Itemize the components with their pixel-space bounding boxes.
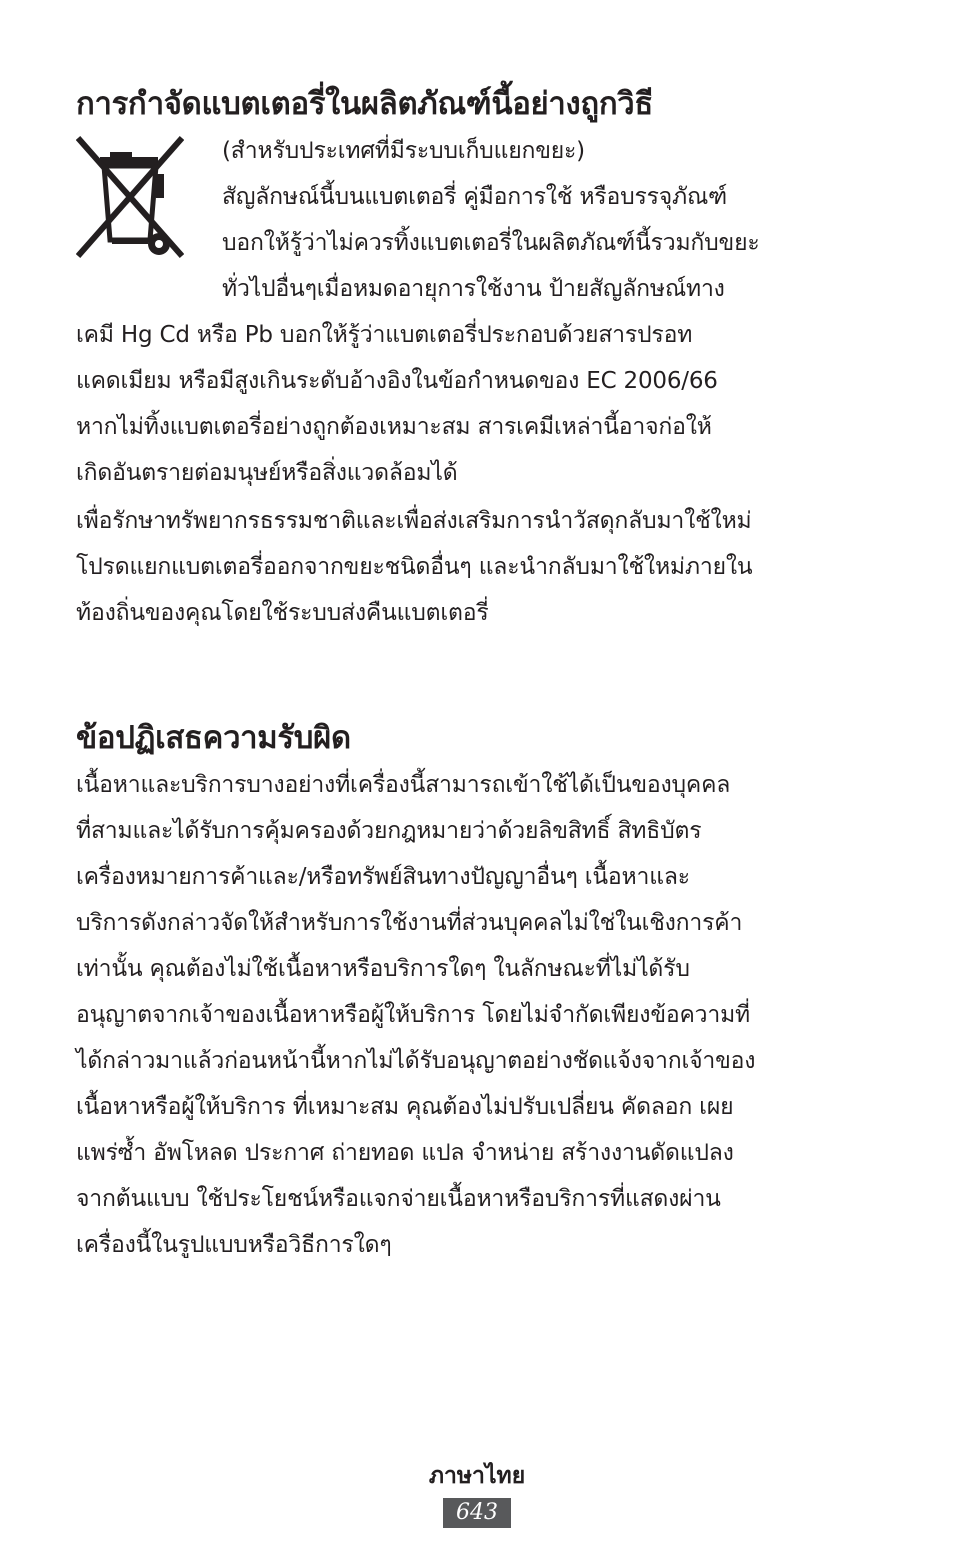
text-line: ได้กล่าวมาแล้วก่อนหน้านี้หากไม่ได้รับอนุญาตอย่างชัดแจ้งจากเจ้าของ [76,1048,756,1074]
text-line: เนื้อหาหรือผู้ให้บริการ ที่เหมาะสม คุณต้องไม่ปรับเปลี่ยน คัดลอก เผย [76,1094,734,1120]
text-line: เครื่องหมายการค้าและ/หรือทรัพย์สินทางปัญญาอื่นๆ เนื้อหาและ [76,864,690,890]
text-line: เครื่องนี้ในรูปแบบหรือวิธีการใดๆ [76,1232,392,1258]
text-line: โปรดแยกแบตเตอรี่ออกจากขยะชนิดอื่นๆ และนำกลับมาใช้ใหม่ภายใน [76,554,753,580]
text-line: แพร่ซ้ำ อัพโหลด ประกาศ ถ่ายทอด แปล จำหน่าย สร้างงานดัดแปลง [76,1140,734,1166]
text-line: ทั่วไปอื่นๆเมื่อหมดอายุการใช้งาน ป้ายสัญลักษณ์ทาง [222,276,725,302]
text-line: เพื่อรักษาทรัพยากรธรรมชาติและเพื่อส่งเสริมการนำวัสดุกลับมาใช้ใหม่ [76,508,752,534]
text-line: อนุญาตจากเจ้าของเนื้อหาหรือผู้ให้บริการ โดยไม่จำกัดเพียงข้อความที่ [76,1002,751,1028]
text-line: เคมี Hg Cd หรือ Pb บอกให้รู้ว่าแบตเตอรี่ประกอบด้วยสารปรอท [76,322,693,348]
text-line: สัญลักษณ์นี้บนแบตเตอรี่ คู่มือการใช้ หรือบรรจุภัณฑ์ [222,184,728,210]
text-line: หากไม่ทิ้งแบตเตอรี่อย่างถูกต้องเหมาะสม สารเคมีเหล่านี้อาจก่อให้ [76,414,712,440]
text-line: (สำหรับประเทศที่มีระบบเก็บแยกขยะ) [222,138,585,164]
page-footer [0,1456,954,1528]
text-line: แคดเมียม หรือมีสูงเกินระดับอ้างอิงในข้อกำหนดของ EC 2006/66 [76,368,718,394]
text-line: ท้องถิ่นของคุณโดยใช้ระบบส่งคืนแบตเตอรี่ [76,600,489,626]
battery-disposal-heading: การกำจัดแบตเตอรี่ในผลิตภัณฑ์นี้อย่างถูกวิธี [76,86,654,122]
page-content [76,80,886,1268]
text-line: บอกให้รู้ว่าไม่ควรทิ้งแบตเตอรี่ในผลิตภัณฑ์นี้รวมกับขยะ [222,230,760,256]
text-line: จากต้นแบบ ใช้ประโยชน์หรือแจกจ่ายเนื้อหาหรือบริการที่แสดงผ่าน [76,1186,721,1212]
text-line: เนื้อหาและบริการบางอย่างที่เครื่องนี้สามารถเข้าใช้ได้เป็นของบุคคล [76,772,731,798]
crossed-out-wheelie-bin-icon [76,134,184,260]
text-line: เท่านั้น คุณต้องไม่ใช้เนื้อหาหรือบริการใดๆ ในลักษณะที่ไม่ได้รับ [76,956,690,982]
disclaimer-heading: ข้อปฏิเสธความรับผิด [76,720,351,756]
text-line: ที่สามและได้รับการคุ้มครองด้วยกฎหมายว่าด้วยลิขสิทธิ์ สิทธิบัตร [76,818,702,844]
language-label: ภาษาไทย [428,1463,526,1489]
text-line: บริการดังกล่าวจัดให้สำหรับการใช้งานที่ส่วนบุคคลไม่ใช่ในเชิงการค้า [76,910,743,936]
battery-intro-text [222,128,886,312]
text-line: เกิดอันตรายต่อมนุษย์หรือสิ่งแวดล้อมได้ [76,460,458,486]
page-number: 643 [443,1498,511,1528]
disclaimer-section [76,714,886,1268]
